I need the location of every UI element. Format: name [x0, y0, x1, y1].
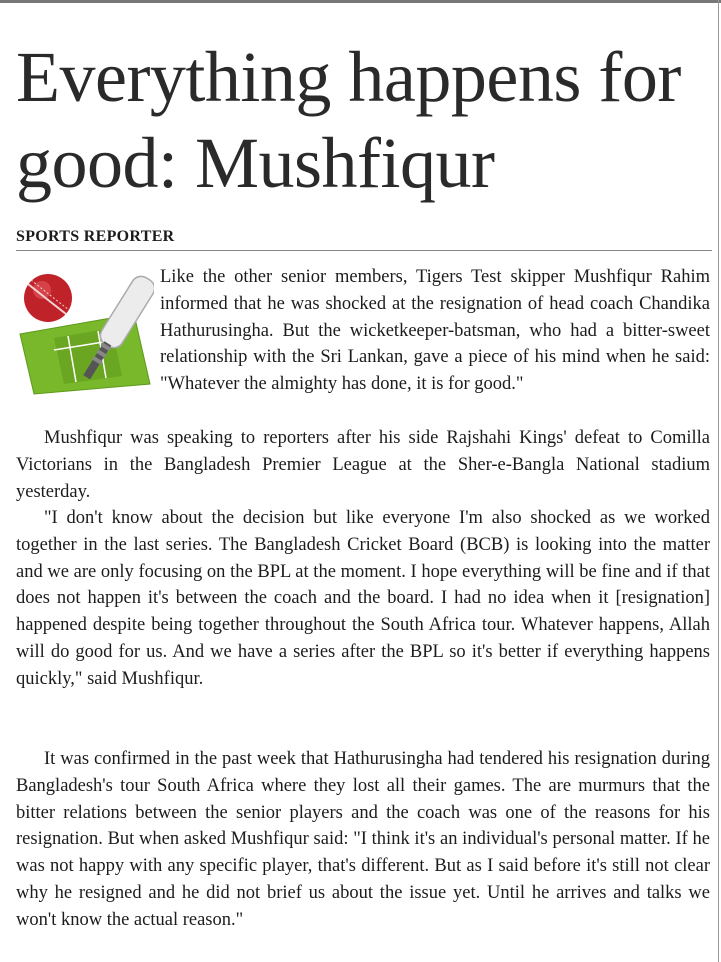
headline: Everything happens for good: Mushfiqur — [16, 37, 681, 203]
article-paragraph-2: Mushfiqur was speaking to reporters after his side Rajshahi Kings' defeat to Comilla Victorians in the Bangladesh Premier League at the Sher-e-Bangla National stadium yesterday. — [16, 428, 710, 502]
article-paragraph-3: "I don't know about the decision but like everyone I'm also shocked as we worked together in the last series. The Bangladesh Cricket Board (BCB) is looking into the matter and we are only focusing on the BPL at the moment. I hope everything will be fine and if that does not happen it's between the coach and the board. I had no idea when it [resignation] happened despite being together throughout the South Africa tour. Whatever happens, Allah will do good for us. And we have a series after the BPL so it's better if everything happens quickly," said Mushfiqur. — [16, 508, 710, 689]
top-border — [0, 0, 721, 3]
byline: SPORTS REPORTER — [16, 228, 175, 245]
cricket-bat-ball-icon — [14, 266, 154, 396]
byline-rule — [16, 250, 712, 251]
right-border — [718, 0, 719, 962]
article-paragraph-4: It was confirmed in the past week that Hathurusingha had tendered his resignation during Bangladesh's tour South Africa where they lost all their games. The are murmurs that the bitter relations between the senior players and the coach was one of the reasons for his resignation. But when asked Mushfiqur said: "I think it's an individual's personal matter. If he was not happy with any specific player, that's different. But as I said before it's still not clear why he resigned and he did not brief us about the issue yet. Until he arrives and talks we won't know the actual reason." — [16, 749, 710, 930]
article-paragraph-1: Like the other senior members, Tigers Test skipper Mushfiqur Rahim informed that he was shocked at the resignation of head coach Chandika Hathurusingha. But the wicketkeeper-batsman, who had a bitter-sweet relationship with the Sri Lankan, gave a piece of his mind when he said: "Whatever the almighty has done, it is for good." — [160, 267, 710, 395]
